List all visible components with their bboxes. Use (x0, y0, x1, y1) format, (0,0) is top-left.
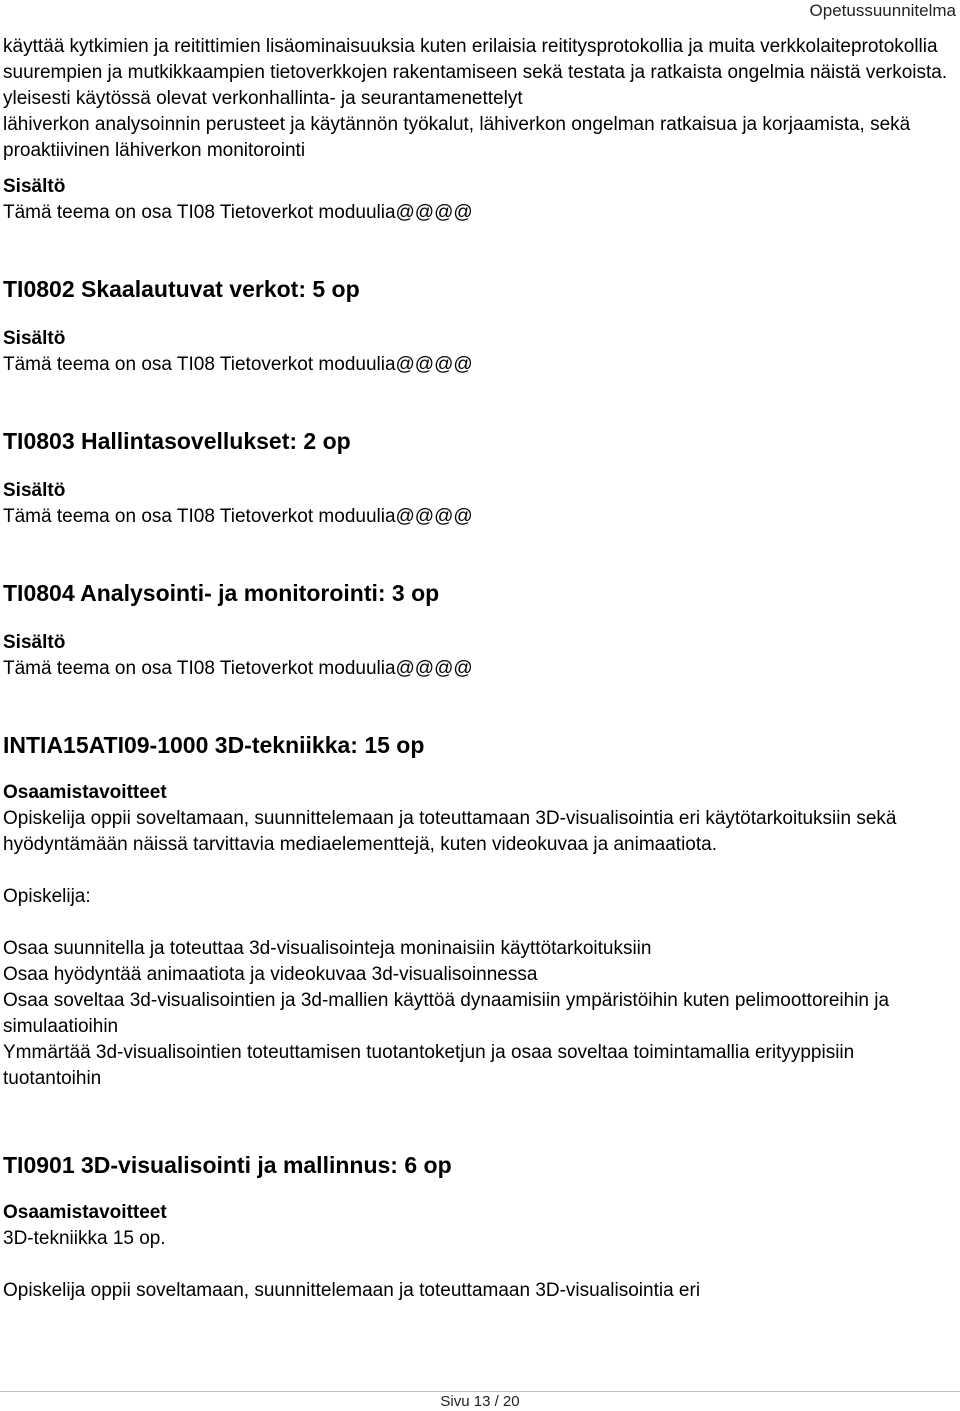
module-objectives-text: Opiskelija oppii soveltamaan, suunnittelemaan ja toteuttamaan 3D-visualisointia eri käytötarkoituksiin sekä hyödyntämään näissä tarvittavia mediaelementtejä, kuten videokuvaa ja animaatiota. (3, 808, 897, 855)
section-title-ti0803: TI0803 Hallintasovellukset: 2 op (3, 428, 351, 454)
section-content-label: Sisältö (3, 632, 66, 653)
intro-paragraph-3: lähiverkon analysoinnin perusteet ja käytännön työkalut, lähiverkon ongelman ratkaisua ja korjaamista, sekä proaktiivinen lähiverkon monitorointi (3, 114, 911, 161)
section-content-label: Sisältö (3, 480, 66, 501)
intro-paragraph-2: yleisesti käytössä olevat verkonhallinta- ja seurantamenettelyt (3, 88, 523, 109)
section-title-ti0802: TI0802 Skaalautuvat verkot: 5 op (3, 276, 360, 302)
module-title: INTIA15ATI09-1000 3D-tekniikka: 15 op (3, 732, 425, 758)
section-content-text: Tämä teema on osa TI08 Tietoverkot moduulia@@@@ (3, 658, 473, 679)
section-content-label: Sisältö (3, 328, 66, 349)
section-content-text: Tämä teema on osa TI08 Tietoverkot moduulia@@@@ (3, 506, 473, 527)
subsection-objectives-text: 3D-tekniikka 15 op. (3, 1228, 166, 1249)
module-student-label: Opiskelija: (3, 886, 91, 907)
footer-divider (0, 1391, 960, 1392)
intro-content-label: Sisältö (3, 176, 66, 197)
document-title: Opetussuunnitelma (809, 1, 956, 20)
page-number: Sivu 13 / 20 (440, 1393, 520, 1410)
page-content (3, 34, 953, 1304)
subsection-continued-text: Opiskelija oppii soveltamaan, suunnittelemaan ja toteuttamaan 3D-visualisointia eri (3, 1280, 701, 1301)
intro-paragraph-1: käyttää kytkimien ja reitittimien lisäominaisuuksia kuten erilaisia reititysprotokollia ja muita verkkolaiteprotokollia suurempien ja mutkikkaampien tietoverkkojen rakentamiseen sekä testata ja ratkaista ongelmia näistä verkoista. (3, 36, 948, 83)
subsection-title-ti0901: TI0901 3D-visualisointi ja mallinnus: 6 op (3, 1152, 452, 1178)
section-content-text: Tämä teema on osa TI08 Tietoverkot moduulia@@@@ (3, 354, 473, 375)
module-outcome-4: Ymmärtää 3d-visualisointien toteuttamisen tuotantoketjun ja osaa soveltaa toimintamallia erityyppisiin tuotantoihin (3, 1042, 855, 1089)
module-outcome-3: Osaa soveltaa 3d-visualisointien ja 3d-mallien käyttöä dynaamisiin ympäristöihin kuten pelimoottoreihin ja simulaatioihin (3, 990, 890, 1037)
module-objectives-label: Osaamistavoitteet (3, 782, 167, 803)
subsection-objectives-label: Osaamistavoitteet (3, 1202, 167, 1223)
module-outcome-1: Osaa suunnitella ja toteuttaa 3d-visualisointeja moninaisiin käyttötarkoituksiin (3, 938, 652, 959)
section-title-ti0804: TI0804 Analysointi- ja monitorointi: 3 op (3, 580, 440, 606)
intro-content-text: Tämä teema on osa TI08 Tietoverkot moduulia@@@@ (3, 202, 473, 223)
module-outcome-2: Osaa hyödyntää animaatiota ja videokuvaa 3d-visualisoinnessa (3, 964, 538, 985)
